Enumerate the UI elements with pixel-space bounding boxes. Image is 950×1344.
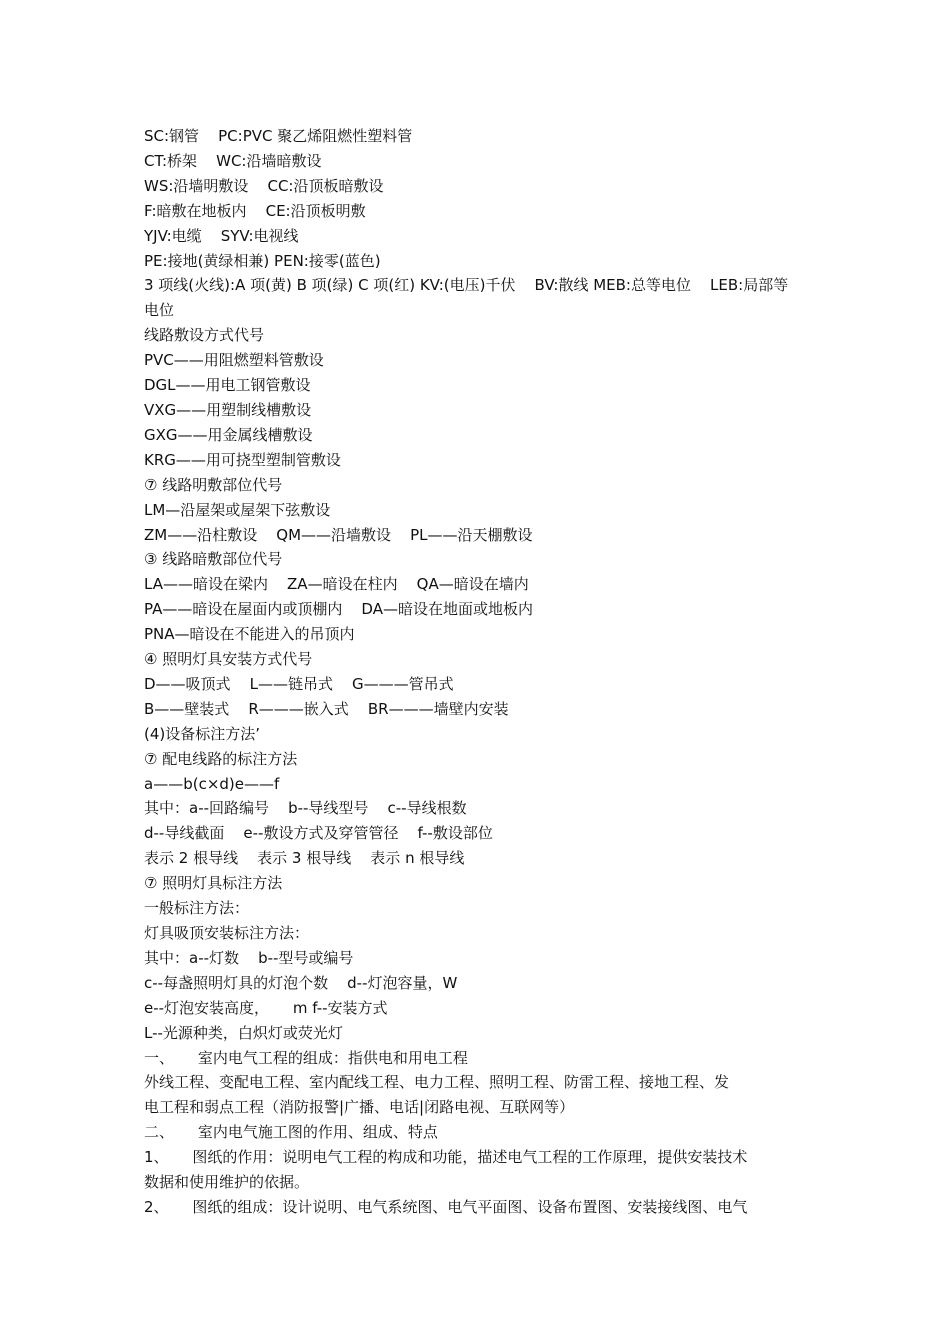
text-line: YJV:电缆 SYV:电视线 xyxy=(144,226,299,245)
section-heading: ④ 照明灯具安装方式代号 xyxy=(144,650,313,669)
text-line: PVC——用阻燃塑料管敷设 xyxy=(144,351,324,370)
text-line: 表示 2 根导线 表示 3 根导线 表示 n 根导线 xyxy=(144,849,465,868)
text-line: 灯具吸顶安装标注方法： xyxy=(144,924,310,942)
section-heading: ⑦ 配电线路的标注方法 xyxy=(144,749,298,768)
text-line: c--每盏照明灯具的灯泡个数 d--灯泡容量，W xyxy=(144,973,458,992)
text-line: WS:沿墙明敷设 CC:沿顶板暗敷设 xyxy=(144,176,384,195)
text-line: VXG——用塑制线槽敷设 xyxy=(144,400,312,419)
section-heading: ③ 线路暗敷部位代号 xyxy=(144,550,283,569)
text-line: LA——暗设在梁内 ZA—暗设在柱内 QA—暗设在墙内 xyxy=(144,575,529,594)
text-line: LM—沿屋架或屋架下弦敷设 xyxy=(144,500,331,519)
section-heading: ⑦ 照明灯具标注方法 xyxy=(144,874,283,893)
text-line: 电工程和弱点工程（消防报警|广播、电话|闭路电视、互联网等） xyxy=(144,1098,575,1117)
text-line: 3 项线(火线):A 项(黄) B 项(绿) C 项(红) KV:(电压)千伏 BV:散线 MEB:总等电位 LEB:局部等 xyxy=(144,276,789,295)
text-line: PE:接地(黄绿相兼) PEN:接零(蓝色) xyxy=(144,251,381,270)
text-line: KRG——用可挠型塑制管敷设 xyxy=(144,450,341,469)
text-line: 外线工程、变配电工程、室内配线工程、电力工程、照明工程、防雷工程、接地工程、发 xyxy=(144,1073,730,1092)
text-line: PNA—暗设在不能进入的吊顶内 xyxy=(144,625,355,644)
text-line: 1、 图纸的作用：说明电气工程的构成和功能，描述电气工程的工作原理，提供安装技术 xyxy=(144,1148,748,1167)
text-line: d--导线截面 e--敷设方式及穿管管径 f--敷设部位 xyxy=(144,824,493,843)
text-line: DGL——用电工钢管敷设 xyxy=(144,376,311,395)
text-line: D——吸顶式 L——链吊式 G———管吊式 xyxy=(144,674,454,693)
section-heading: ⑦ 线路明敷部位代号 xyxy=(144,475,283,494)
text-line: 2、 图纸的组成：设计说明、电气系统图、电气平面图、设备布置图、安装接线图、电气 xyxy=(144,1197,748,1216)
text-line: e--灯泡安装高度， m f--安装方式 xyxy=(144,998,388,1017)
section-heading: 线路敷设方式代号 xyxy=(144,326,265,345)
text-line: GXG——用金属线槽敷设 xyxy=(144,425,313,444)
text-line: PA——暗设在屋面内或顶棚内 DA—暗设在地面或地板内 xyxy=(144,600,533,619)
text-line: B——壁装式 R———嵌入式 BR———墙壁内安装 xyxy=(144,699,509,718)
text-line: 其中：a--回路编号 b--导线型号 c--导线根数 xyxy=(144,799,467,818)
text-line: 一般标注方法： xyxy=(144,899,250,918)
text-line: L--光源种类，白炽灯或荧光灯 xyxy=(144,1023,343,1042)
section-heading: (4)设备标注方法’ xyxy=(144,724,261,743)
text-line: a——b(c×d)e——f xyxy=(144,774,280,793)
text-line: F:暗敷在地板内 CE:沿顶板明敷 xyxy=(144,201,366,220)
document-body xyxy=(144,124,810,1220)
text-line: 其中：a--灯数 b--型号或编号 xyxy=(144,948,354,967)
section-heading: 一、 室内电气工程的组成：指供电和用电工程 xyxy=(144,1048,468,1067)
text-line: SC:钢管 PC:PVC 聚乙烯阻燃性塑料管 xyxy=(144,127,413,145)
section-heading: 二、 室内电气施工图的作用、组成、特点 xyxy=(144,1123,438,1142)
text-line: CT:桥架 WC:沿墙暗敷设 xyxy=(144,151,322,170)
text-line: 数据和使用维护的依据。 xyxy=(144,1173,310,1192)
text-line: 电位 xyxy=(144,301,175,320)
text-line: ZM——沿柱敷设 QM——沿墙敷设 PL——沿天棚敷设 xyxy=(144,525,533,544)
